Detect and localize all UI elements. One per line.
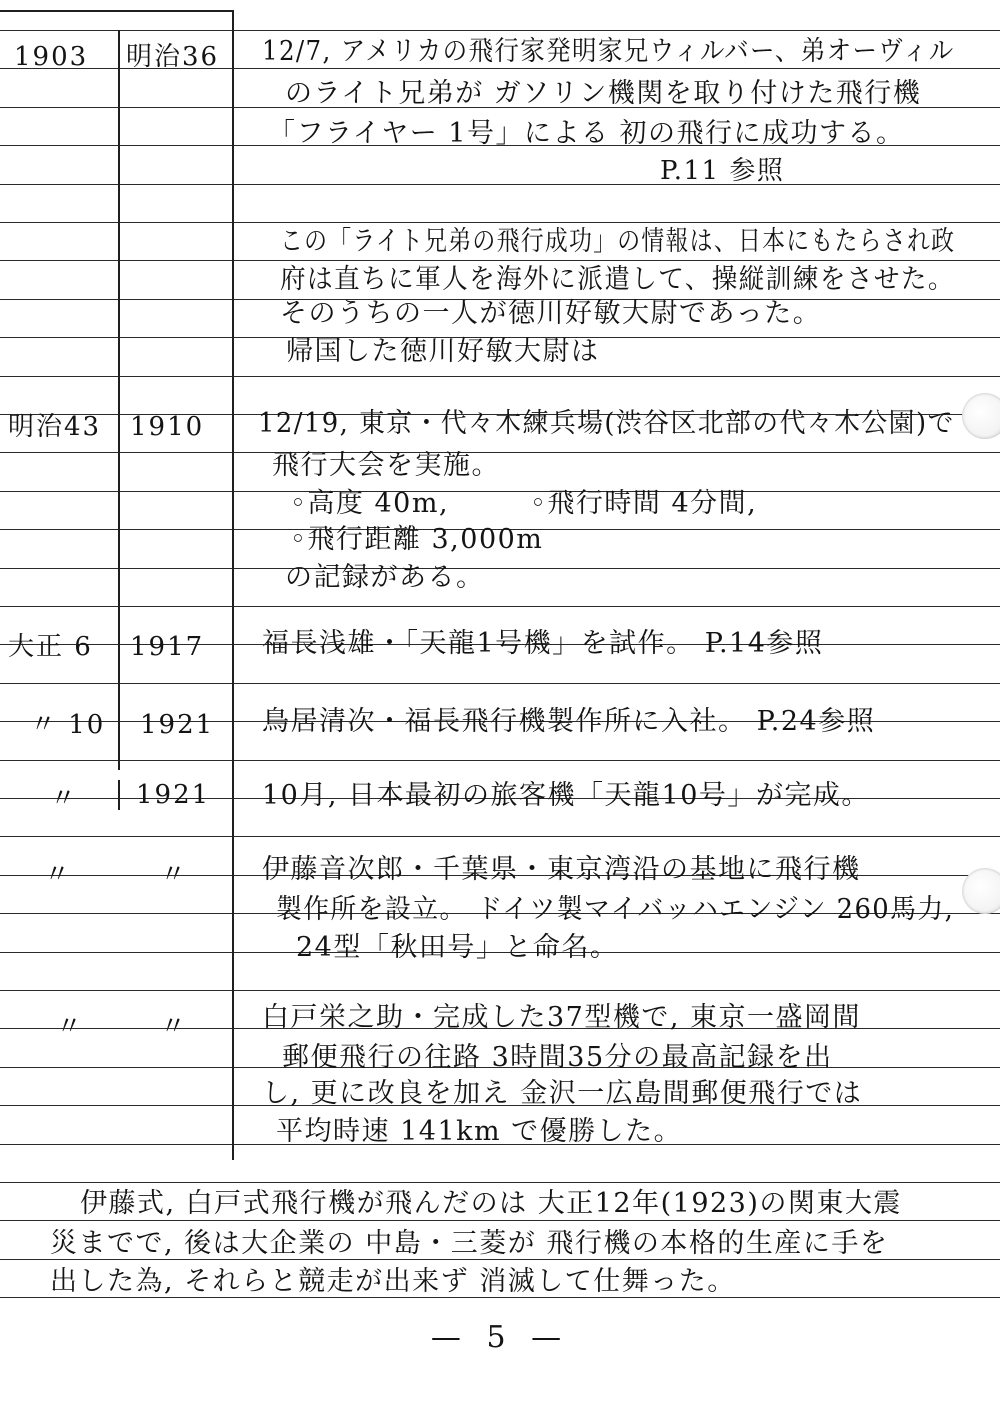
punch-hole-lower <box>962 868 1000 914</box>
closing-paragraph-line: 伊藤式, 白戸式飛行機が飛んだのは 大正12年(1923)の関東大震 <box>80 1188 902 1219</box>
ruled-line <box>0 376 1000 377</box>
ruled-line <box>0 184 1000 185</box>
entry-era: 〃 <box>56 1012 85 1042</box>
entry-text-line: 伊藤音次郎・千葉県・東京湾沿の基地に飛行機 <box>262 854 861 885</box>
ruled-line <box>0 990 1000 991</box>
ruled-line <box>0 568 1000 569</box>
entry-text-line: し, 更に改良を加え 金沢一広島間郵便飛行では <box>262 1078 863 1109</box>
entry-text-line: のライト兄弟が ガソリン機関を取り付けた飛行機 <box>285 78 922 109</box>
entry-text-line: 「フライヤー 1号」による 初の飛行に成功する。 <box>268 118 905 149</box>
entry-year: 1921 <box>136 780 211 810</box>
entry-year: 1921 <box>140 710 215 740</box>
column-divider-left <box>118 30 120 770</box>
entry-text-line: そのうちの一人が徳川好敏大尉であった。 <box>280 298 822 329</box>
ruled-line <box>0 683 1000 684</box>
page-reference: P.11 参照 <box>660 156 785 186</box>
entry-text-line: 24型「秋田号」と命名。 <box>296 932 619 963</box>
entry-text-line: ◦飛行距離 3,000m <box>290 524 544 555</box>
entry-year: 1903 <box>14 42 89 72</box>
ruled-line <box>0 30 1000 31</box>
ruled-line <box>0 1220 1000 1221</box>
punch-hole-upper <box>962 393 1000 439</box>
entry-text-line: ◦高度 40m, <box>290 488 450 519</box>
ruled-line <box>0 836 1000 837</box>
entry-era: 明治36 <box>126 42 220 72</box>
entry-text-line: の記録がある。 <box>285 562 485 593</box>
entry-text-line: 飛行大会を実施。 <box>272 450 500 481</box>
column-divider-right <box>232 10 234 1160</box>
ruled-line <box>0 260 1000 261</box>
ruled-line <box>0 491 1000 492</box>
column-divider-left-lower <box>118 780 120 810</box>
entry-era: 〃 <box>44 860 73 890</box>
entry-year: 〃 <box>160 1012 189 1042</box>
entry-text-line: この「ライト兄弟の飛行成功」の情報は、日本にもたらされ政 <box>280 226 956 257</box>
entry-text-line: 府は直ちに軍人を海外に派遣して、操縦訓練をさせた。 <box>280 264 955 295</box>
ruled-line <box>0 606 1000 607</box>
ruled-line <box>0 1259 1000 1260</box>
ruled-line <box>0 452 1000 453</box>
closing-paragraph-line: 出した為, それらと競走が出来ず 消滅して仕舞った。 <box>50 1266 736 1297</box>
entry-text-line: 鳥居清次・福長飛行機製作所に入社。 P.24参照 <box>262 706 876 737</box>
entry-text-line: 12/7, アメリカの飛行家発明家兄ウィルバー、弟オーヴィル <box>262 36 955 67</box>
entry-year: 1917 <box>130 632 205 662</box>
entry-text-line: 白戸栄之助・完成した37型機で, 東京一盛岡間 <box>262 1002 862 1033</box>
entry-text-line: 製作所を設立。 ドイツ製マイバッハエンジン 260馬力, <box>276 894 955 925</box>
ruled-line <box>0 222 1000 223</box>
entry-era: 大正 6 <box>8 632 93 662</box>
page-number: — 5 — <box>430 1320 570 1355</box>
ruled-line <box>0 760 1000 761</box>
entry-era: 〃 10 <box>30 710 106 740</box>
entry-text-line: 12/19, 東京・代々木練兵場(渋谷区北部の代々木公園)で <box>258 408 955 439</box>
ruled-line <box>0 1182 1000 1183</box>
entry-text-line: 平均時速 141km で優勝した。 <box>276 1116 683 1147</box>
entry-text-line: ◦飛行時間 4分間, <box>530 488 758 519</box>
entry-era: 〃 <box>50 784 79 814</box>
ruled-line <box>0 1297 1000 1298</box>
entry-year: 〃 <box>160 860 189 890</box>
top-border-line <box>0 10 232 12</box>
entry-text-line: 帰国した徳川好敏大尉は <box>286 336 600 367</box>
entry-text-line: 10月, 日本最初の旅客機「天龍10号」が完成。 <box>262 780 870 811</box>
closing-paragraph-line: 災までで, 後は大企業の 中島・三菱が 飛行機の本格的生産に手を <box>50 1228 889 1259</box>
entry-era: 明治43 <box>8 412 102 442</box>
entry-year: 1910 <box>130 412 205 442</box>
entry-text-line: 郵便飛行の往路 3時間35分の最高記録を出 <box>282 1042 833 1073</box>
entry-text-line: 福長浅雄・「天龍1号機」を試作。 P.14参照 <box>262 628 824 659</box>
